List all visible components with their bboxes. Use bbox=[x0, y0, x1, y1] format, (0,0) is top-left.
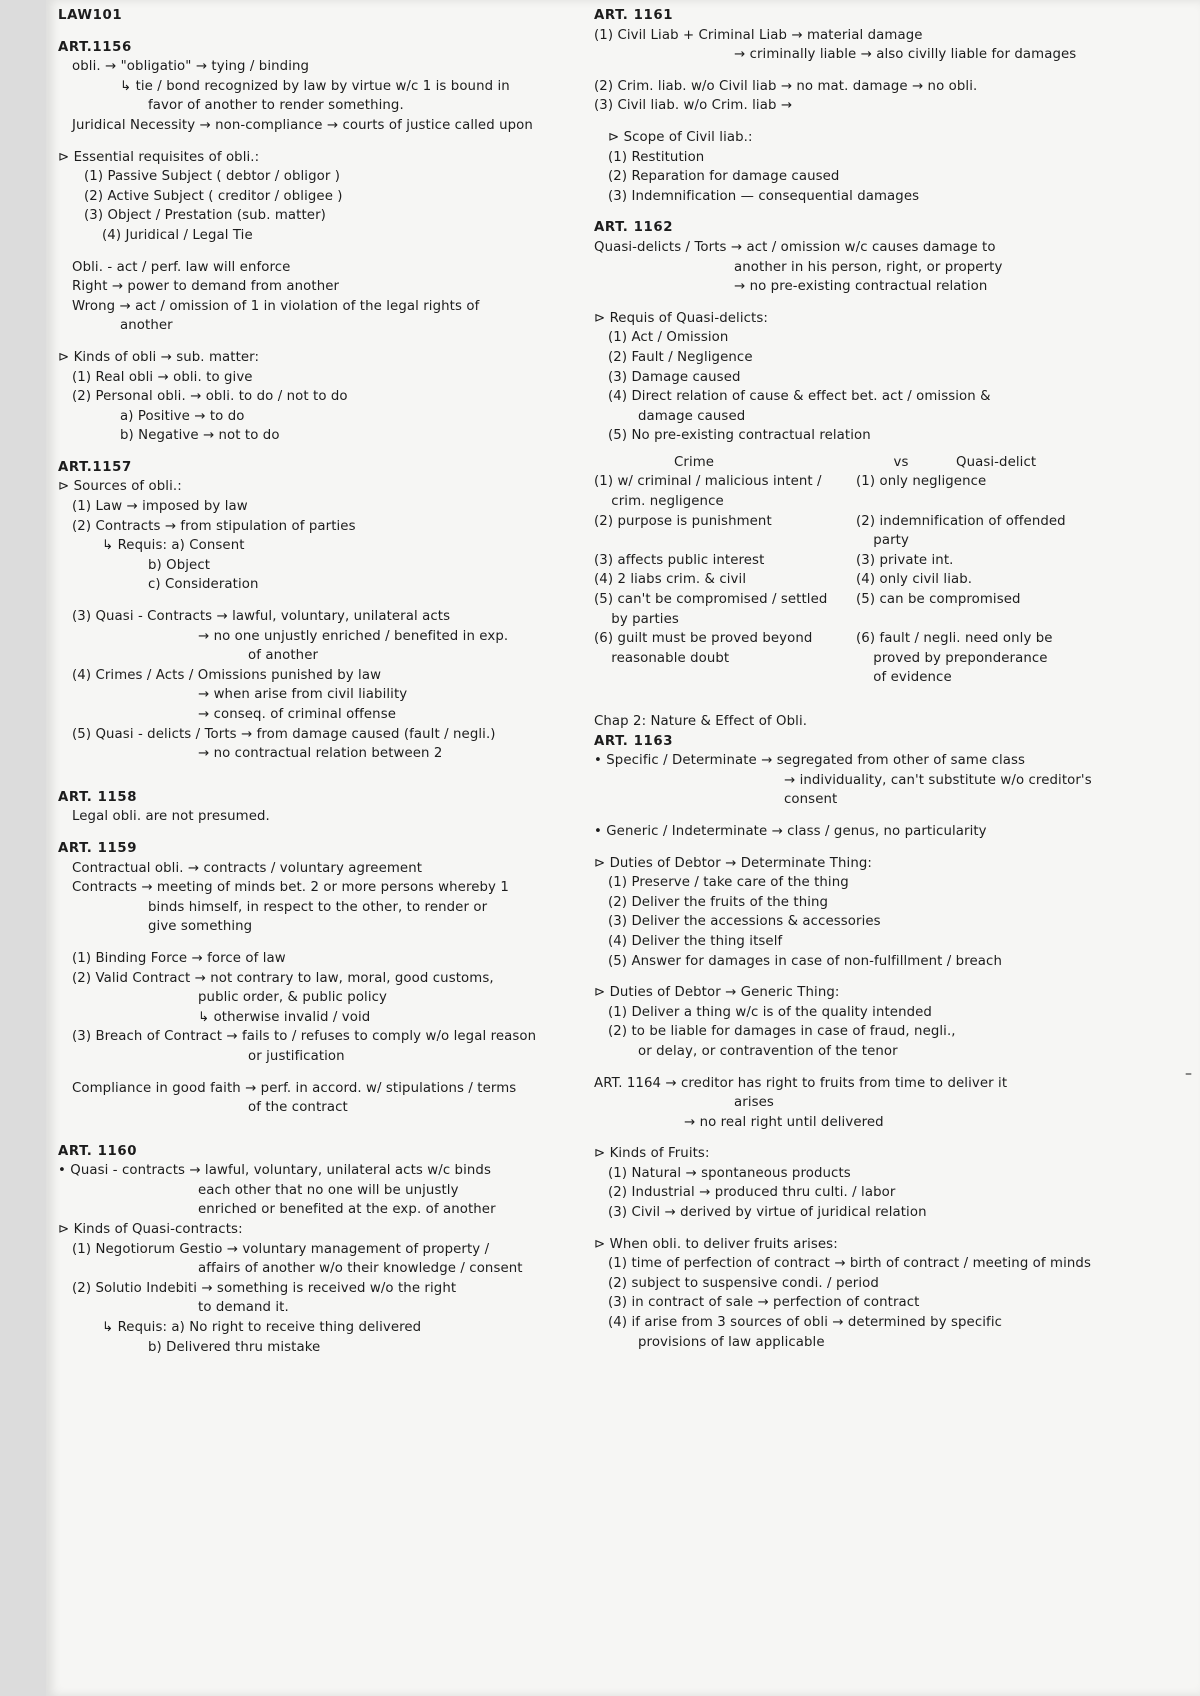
note-line: (3) Breach of Contract → fails to / refuses to comply w/o legal reason bbox=[72, 1029, 537, 1045]
quasi-delict-cell: (2) indemnification of offended bbox=[856, 513, 1066, 529]
note-line: ⊳ Sources of obli.: bbox=[58, 479, 182, 495]
comparison-row bbox=[594, 512, 1190, 532]
note-line: (3) Damage caused bbox=[608, 369, 741, 385]
note-line: each other that no one will be unjustly bbox=[198, 1182, 459, 1198]
note-line: ART. 1164 → creditor has right to fruits from time to deliver it bbox=[594, 1075, 1008, 1091]
spacer bbox=[58, 446, 628, 458]
spacer bbox=[58, 26, 628, 38]
spacer bbox=[58, 136, 628, 148]
quasi-delict-cell bbox=[856, 610, 1190, 630]
notebook-page bbox=[46, 0, 1200, 1696]
spacer bbox=[58, 336, 628, 348]
article-heading: ART.1156 bbox=[58, 39, 132, 55]
quasi-delict-cell: of evidence bbox=[856, 670, 952, 686]
note-line: c) Consideration bbox=[148, 577, 259, 593]
note-line: ⊳ Duties of Debtor → Determinate Thing: bbox=[594, 855, 872, 871]
note-line: (2) Contracts → from stipulation of parties bbox=[72, 518, 356, 534]
crime-cell bbox=[594, 531, 856, 551]
note-line: ⊳ Kinds of Fruits: bbox=[594, 1146, 710, 1162]
note-line: ↳ Requis: a) No right to receive thing delivered bbox=[102, 1320, 422, 1336]
spacer bbox=[58, 1118, 628, 1130]
article-heading: ART. 1161 bbox=[594, 8, 674, 23]
crime-cell: (4) 2 liabs crim. & civil bbox=[594, 572, 747, 588]
crime-cell bbox=[594, 668, 856, 688]
comparison-row bbox=[594, 629, 1190, 649]
note-line: ↳ Requis: a) Consent bbox=[102, 538, 245, 554]
note-line: (3) Object / Prestation (sub. matter) bbox=[84, 208, 326, 224]
note-line: Contractual obli. → contracts / voluntary agreement bbox=[72, 860, 423, 876]
note-line: affairs of another w/o their knowledge / consent bbox=[198, 1261, 523, 1277]
note-line: Wrong → act / omission of 1 in violation of the legal rights of bbox=[72, 298, 480, 314]
comparison-row bbox=[594, 649, 1190, 669]
crime-cell: by parties bbox=[594, 611, 679, 627]
spacer bbox=[594, 810, 1190, 822]
crime-cell: (1) w/ criminal / malicious intent / bbox=[594, 474, 822, 490]
note-line: (1) Natural → spontaneous products bbox=[608, 1165, 851, 1181]
note-line: Legal obli. are not presumed. bbox=[72, 809, 270, 825]
note-line: (4) if arise from 3 sources of obli → determined by specific bbox=[608, 1315, 1003, 1331]
note-line: or justification bbox=[248, 1048, 345, 1064]
comparison-row bbox=[594, 472, 1190, 492]
note-line: ↳ tie / bond recognized by law by virtue w/c 1 is bound in bbox=[120, 78, 510, 94]
note-line: (2) Valid Contract → not contrary to law, moral, good customs, bbox=[72, 970, 494, 986]
article-heading: LAW101 bbox=[58, 8, 123, 23]
note-line: of another bbox=[248, 648, 319, 664]
note-line: (5) No pre-existing contractual relation bbox=[608, 428, 871, 444]
note-line: • Generic / Indeterminate → class / genus, no particularity bbox=[594, 823, 987, 839]
note-line: (2) Fault / Negligence bbox=[608, 349, 753, 365]
note-line: (1) Deliver a thing w/c is of the quality intended bbox=[608, 1004, 932, 1020]
spacer bbox=[58, 827, 628, 839]
quasi-delict-cell: (1) only negligence bbox=[856, 474, 987, 490]
spacer bbox=[58, 776, 628, 788]
quasi-delict-cell: (5) can be compromised bbox=[856, 592, 1021, 608]
note-line: (2) Solutio Indebiti → something is received w/o the right bbox=[72, 1280, 457, 1296]
note-line: (4) Crimes / Acts / Omissions punished by law bbox=[72, 667, 382, 683]
note-line: (3) Civil → derived by virtue of juridical relation bbox=[608, 1205, 927, 1221]
crime-vs-quasi-delict-header bbox=[594, 453, 1190, 473]
spacer bbox=[594, 1223, 1190, 1235]
crime-vs-quasi-delict-table bbox=[594, 472, 1190, 688]
spacer bbox=[58, 595, 628, 607]
vs-label: vs bbox=[893, 454, 909, 470]
spacer bbox=[594, 206, 1190, 218]
spacer bbox=[58, 937, 628, 949]
note-line: another in his person, right, or property bbox=[734, 259, 1003, 275]
note-line: (2) to be liable for damages in case of fraud, negli., bbox=[608, 1024, 956, 1040]
note-line: Right → power to demand from another bbox=[72, 279, 340, 295]
note-line: (3) Deliver the accessions & accessories bbox=[608, 914, 881, 930]
note-line: b) Negative → not to do bbox=[120, 428, 280, 444]
note-line: (4) Juridical / Legal Tie bbox=[102, 227, 253, 243]
note-line: (1) Negotiorum Gestio → voluntary management of property / bbox=[72, 1241, 490, 1257]
note-line: ⊳ Duties of Debtor → Generic Thing: bbox=[594, 985, 840, 1001]
spacer bbox=[58, 1130, 628, 1142]
note-line: (3) Civil liab. w/o Crim. liab → bbox=[594, 98, 793, 114]
spacer bbox=[594, 116, 1190, 128]
note-line: (5) Answer for damages in case of non-fulfillment / breach bbox=[608, 953, 1002, 969]
note-line: (3) Quasi - Contracts → lawful, voluntary, unilateral acts bbox=[72, 609, 451, 625]
note-line: (5) Quasi - delicts / Torts → from damage caused (fault / negli.) bbox=[72, 726, 496, 742]
right-column-top bbox=[594, 6, 1190, 446]
note-line: → no pre-existing contractual relation bbox=[734, 279, 988, 295]
note-line: favor of another to render something. bbox=[148, 98, 404, 114]
spacer bbox=[594, 971, 1190, 983]
note-line: of the contract bbox=[248, 1100, 348, 1116]
spacer bbox=[58, 764, 628, 776]
note-line: (2) Crim. liab. w/o Civil liab → no mat. damage → no obli. bbox=[594, 78, 978, 94]
note-line: (1) Civil Liab + Criminal Liab → material damage bbox=[594, 27, 923, 43]
note-line: (3) in contract of sale → perfection of contract bbox=[608, 1295, 920, 1311]
spacer bbox=[594, 1062, 1190, 1074]
note-line: (1) time of perfection of contract → birth of contract / meeting of minds bbox=[608, 1256, 1091, 1272]
spacer bbox=[594, 1132, 1190, 1144]
note-line: (1) Law → imposed by law bbox=[72, 499, 248, 515]
article-heading: ART. 1162 bbox=[594, 220, 674, 236]
note-line: (1) Binding Force → force of law bbox=[72, 950, 286, 966]
article-heading: ART. 1158 bbox=[58, 789, 138, 805]
note-line: (2) Industrial → produced thru culti. / labor bbox=[608, 1185, 896, 1201]
crime-cell: crim. negligence bbox=[594, 494, 724, 510]
quasi-delict-cell bbox=[856, 492, 1190, 512]
note-line: a) Positive → to do bbox=[120, 408, 245, 424]
note-line: ⊳ Requis of Quasi-delicts: bbox=[594, 310, 768, 326]
note-line: public order, & public policy bbox=[198, 990, 388, 1006]
note-line: (1) Restitution bbox=[608, 149, 705, 165]
comparison-row bbox=[594, 531, 1190, 551]
note-line: → when arise from civil liability bbox=[198, 687, 408, 703]
comparison-row bbox=[594, 590, 1190, 610]
spacer bbox=[594, 297, 1190, 309]
quasi-delict-cell: (3) private int. bbox=[856, 552, 954, 568]
note-line: (2) Deliver the fruits of the thing bbox=[608, 894, 829, 910]
note-line: another bbox=[120, 318, 173, 334]
article-heading: ART. 1160 bbox=[58, 1143, 138, 1159]
article-heading: ART. 1163 bbox=[594, 733, 674, 749]
crime-heading: Crime bbox=[674, 454, 715, 470]
note-line: Quasi-delicts / Torts → act / omission w/c causes damage to bbox=[594, 239, 996, 255]
spacer bbox=[58, 1067, 628, 1079]
quasi-delict-cell: (4) only civil liab. bbox=[856, 572, 973, 588]
note-line: (2) Active Subject ( creditor / obligee ) bbox=[84, 188, 343, 204]
right-column-bottom bbox=[594, 712, 1190, 1352]
note-line: ⊳ Kinds of Quasi-contracts: bbox=[58, 1222, 243, 1238]
note-line: (1) Preserve / take care of the thing bbox=[608, 875, 849, 891]
quasi-delict-cell: proved by preponderance bbox=[856, 650, 1048, 666]
note-line: enriched or benefited at the exp. of another bbox=[198, 1202, 496, 1218]
note-line: Compliance in good faith → perf. in accord. w/ stipulations / terms bbox=[72, 1080, 517, 1096]
crime-cell: (5) can't be compromised / settled bbox=[594, 592, 828, 608]
quasi-delict-cell: party bbox=[856, 533, 909, 549]
crime-cell: (6) guilt must be proved beyond bbox=[594, 631, 813, 647]
comparison-row bbox=[594, 492, 1190, 512]
note-line: damage caused bbox=[638, 408, 746, 424]
note-line: ⊳ Kinds of obli → sub. matter: bbox=[58, 349, 260, 365]
note-line: (2) Reparation for damage caused bbox=[608, 169, 840, 185]
note-line: • Quasi - contracts → lawful, voluntary, unilateral acts w/c binds bbox=[58, 1163, 491, 1179]
note-line: Obli. - act / perf. law will enforce bbox=[72, 259, 291, 275]
note-line: Juridical Necessity → non-compliance → courts of justice called upon bbox=[72, 117, 533, 133]
spacer bbox=[594, 65, 1190, 77]
comparison-row bbox=[594, 570, 1190, 590]
note-line: arises bbox=[734, 1095, 774, 1111]
note-line: obli. → "obligatio" → tying / binding bbox=[72, 59, 310, 75]
crime-cell: reasonable doubt bbox=[594, 650, 730, 666]
note-line: (2) subject to suspensive condi. / period bbox=[608, 1275, 879, 1291]
note-line: (4) Direct relation of cause & effect bet. act / omission & bbox=[608, 389, 991, 405]
margin-dash: – bbox=[1185, 1066, 1192, 1082]
note-line: b) Delivered thru mistake bbox=[148, 1339, 321, 1355]
crime-cell: (3) affects public interest bbox=[594, 552, 765, 568]
note-line: ↳ otherwise invalid / void bbox=[198, 1009, 371, 1025]
note-line: (3) Indemnification — consequential damages bbox=[608, 188, 920, 204]
note-line: consent bbox=[784, 792, 838, 808]
note-line: provisions of law applicable bbox=[638, 1334, 825, 1350]
right-column bbox=[594, 6, 1190, 1352]
crime-cell: (2) purpose is punishment bbox=[594, 513, 772, 529]
note-line: → individuality, can't substitute w/o creditor's bbox=[784, 772, 1092, 788]
quasi-delict-cell: (6) fault / negli. need only be bbox=[856, 631, 1053, 647]
comparison-row bbox=[594, 668, 1190, 688]
note-line: → criminally liable → also civilly liable for damages bbox=[734, 47, 1077, 63]
note-line: → no one unjustly enriched / benefited in exp. bbox=[198, 628, 509, 644]
note-line: → conseq. of criminal offense bbox=[198, 707, 397, 722]
left-column bbox=[58, 6, 628, 1357]
spacer bbox=[58, 246, 628, 258]
article-heading: ART.1157 bbox=[58, 459, 132, 475]
note-line: ⊳ Scope of Civil liab.: bbox=[608, 129, 753, 145]
note-line: (1) Passive Subject ( debtor / obligor ) bbox=[84, 169, 341, 185]
note-line: or delay, or contravention of the tenor bbox=[638, 1043, 898, 1059]
comparison-row bbox=[594, 551, 1190, 571]
spacer bbox=[594, 842, 1190, 854]
note-line: (2) Personal obli. → obli. to do / not to do bbox=[72, 389, 348, 405]
comparison-row bbox=[594, 610, 1190, 630]
note-line: (1) Real obli → obli. to give bbox=[72, 369, 253, 385]
note-line: → no contractual relation between 2 bbox=[198, 746, 443, 762]
note-line: b) Object bbox=[148, 557, 211, 573]
note-line: • Specific / Determinate → segregated from other of same class bbox=[594, 753, 1026, 769]
note-line: binds himself, in respect to the other, to render or bbox=[148, 899, 488, 915]
note-line: Contracts → meeting of minds bet. 2 or more persons whereby 1 bbox=[72, 880, 509, 896]
quasi-delict-heading: Quasi-delict bbox=[956, 454, 1037, 470]
note-line: (4) Deliver the thing itself bbox=[608, 933, 783, 949]
note-line: → no real right until delivered bbox=[684, 1114, 884, 1130]
note-line: give something bbox=[148, 919, 253, 935]
note-line: Chap 2: Nature & Effect of Obli. bbox=[594, 714, 808, 729]
article-heading: ART. 1159 bbox=[58, 840, 138, 856]
note-line: (1) Act / Omission bbox=[608, 330, 729, 346]
note-line: ⊳ Essential requisites of obli.: bbox=[58, 149, 260, 165]
note-line: to demand it. bbox=[198, 1300, 289, 1316]
note-line: ⊳ When obli. to deliver fruits arises: bbox=[594, 1236, 838, 1252]
